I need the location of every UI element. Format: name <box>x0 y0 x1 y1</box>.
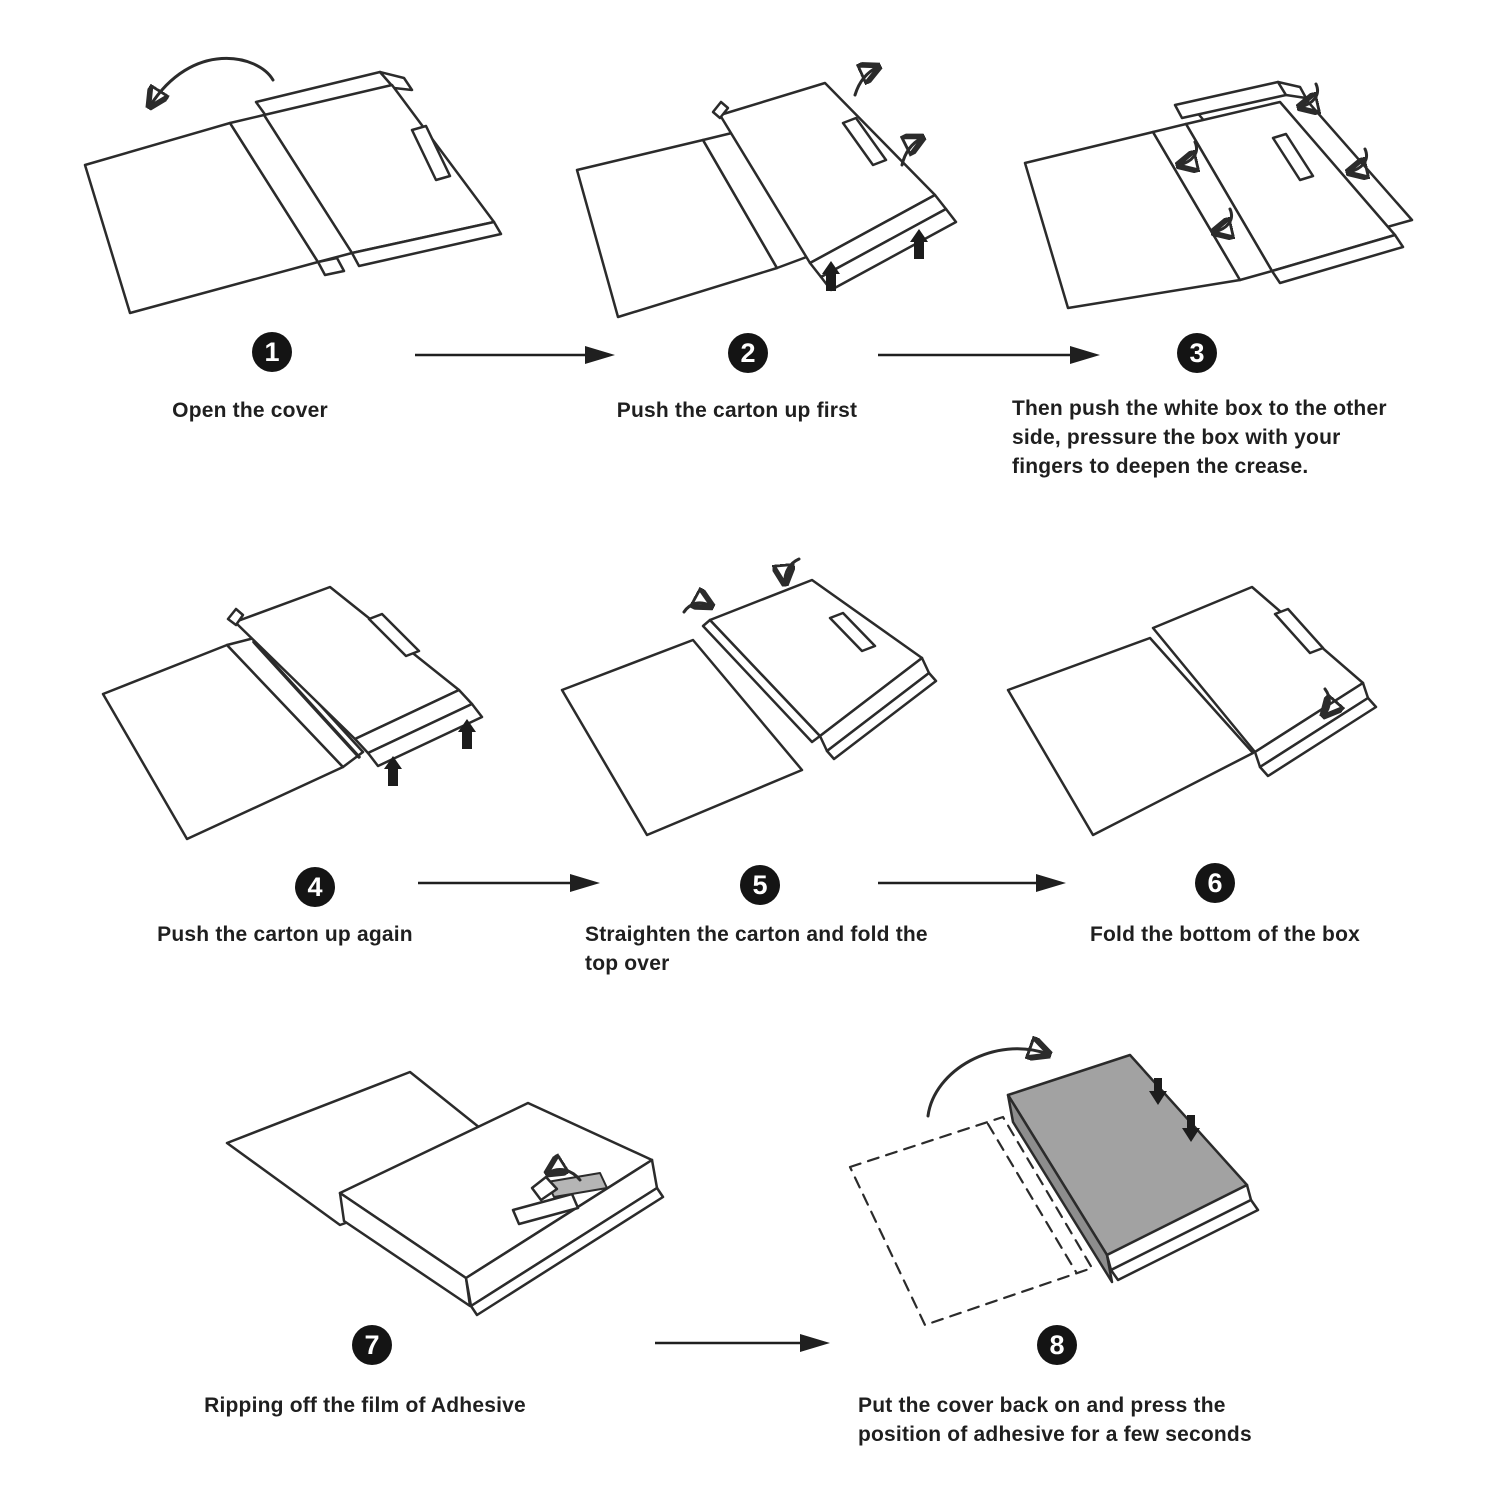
step-1-drawing <box>60 10 510 340</box>
step-caption-5: Straighten the carton and fold the top over <box>585 923 928 975</box>
step-number: 7 <box>364 1329 380 1360</box>
step-6-drawing <box>990 540 1440 850</box>
step-number: 6 <box>1207 867 1223 898</box>
fold-over-arrow-icon <box>684 603 711 612</box>
step-5-drawing <box>550 540 1000 855</box>
flow-arrow-2-3 <box>878 343 1100 367</box>
step-number: 1 <box>264 336 280 367</box>
step-number: 4 <box>307 871 323 902</box>
step-badge-4 <box>295 867 335 907</box>
rotate-up-arrow-icon <box>855 67 878 95</box>
step-badge-7 <box>352 1325 392 1365</box>
step-7-drawing <box>180 1030 710 1335</box>
fold-over-arrow-icon <box>785 559 799 583</box>
step-badge-2 <box>728 333 768 373</box>
step-caption-7: Ripping off the film of Adhesive <box>204 1394 526 1417</box>
step-3-drawing <box>1010 50 1470 335</box>
flow-arrow-4-5 <box>418 871 600 895</box>
step-caption-3: Then push the white box to the other side, pressure the box with your fingers to deepen the crease. <box>1012 397 1387 478</box>
step-badge-3 <box>1177 333 1217 373</box>
step-2-drawing <box>560 55 990 335</box>
step-number: 2 <box>740 337 756 368</box>
step-8-drawing <box>830 1020 1390 1350</box>
step-caption-6: Fold the bottom of the box <box>1090 923 1360 946</box>
step-4-drawing <box>80 555 530 855</box>
bottom-tab <box>318 258 344 275</box>
step-badge-6 <box>1195 863 1235 903</box>
step-caption-1: Open the cover <box>172 399 328 422</box>
step-badge-5 <box>740 865 780 905</box>
step-caption-2: Push the carton up first <box>616 399 858 422</box>
flow-arrow-1-2 <box>415 343 615 367</box>
step-badge-1 <box>252 332 292 372</box>
step-caption-4: Push the carton up again <box>157 923 413 946</box>
step-number: 8 <box>1049 1329 1065 1360</box>
flow-arrow-7-8 <box>655 1331 830 1355</box>
open-cover-arrow-icon <box>150 58 273 106</box>
flow-arrow-5-6 <box>878 871 1066 895</box>
rotate-up-arrow-icon <box>902 138 922 165</box>
step-badge-8 <box>1037 1325 1077 1365</box>
step-number: 3 <box>1189 337 1205 368</box>
step-number: 5 <box>752 869 768 900</box>
step-caption-8: Put the cover back on and press the position of adhesive for a few seconds <box>858 1394 1252 1446</box>
